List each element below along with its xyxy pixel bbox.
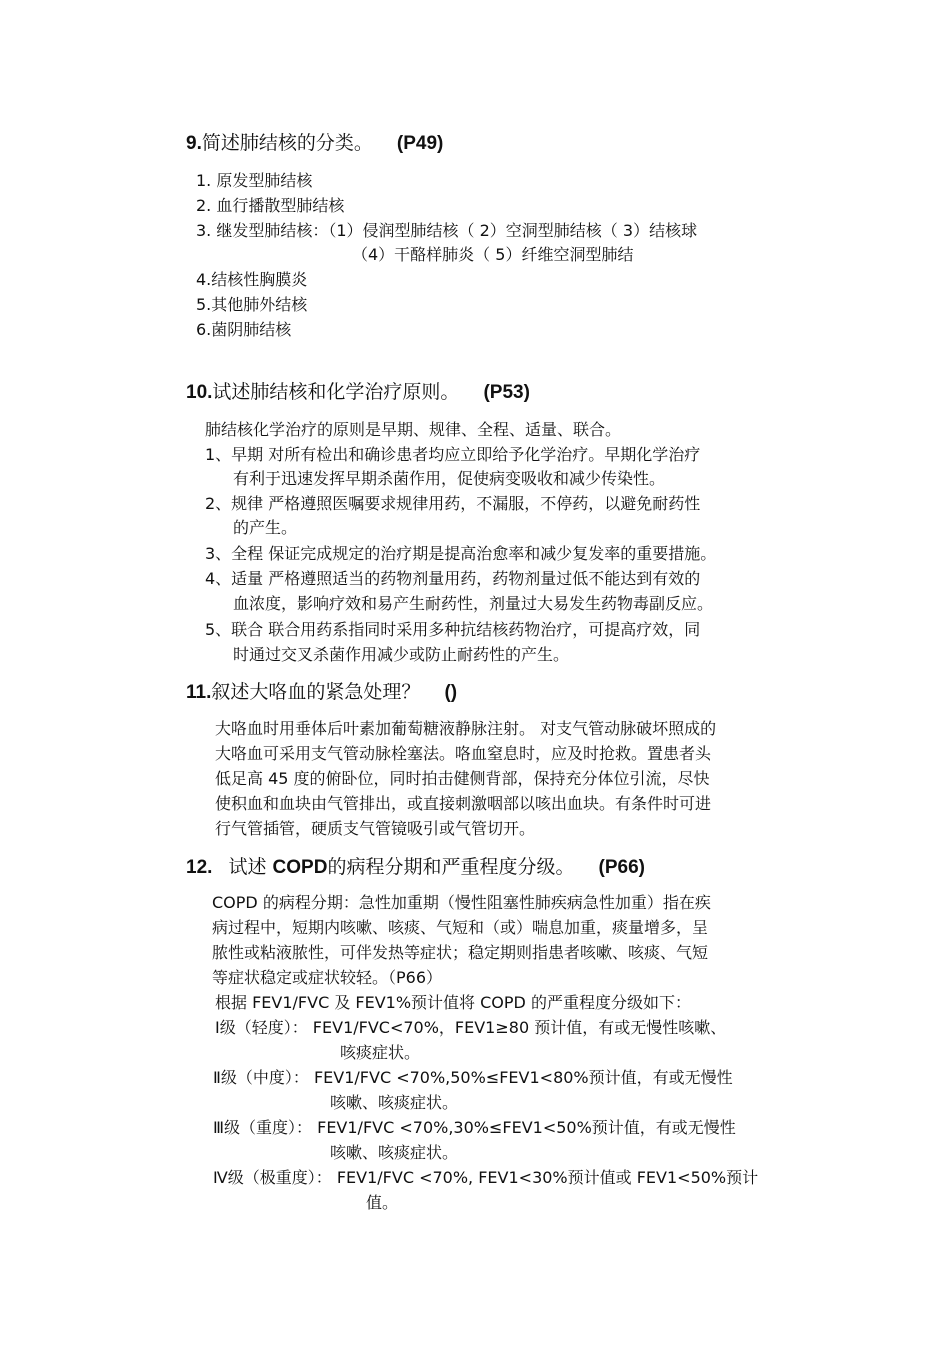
- q12-line: 根据 FEV1/FVC 及 FEV1%预计值将 COPD 的严重程度分级如下：: [215, 993, 691, 1012]
- q10-title: 试述肺结核和化学治疗原则。: [212, 381, 460, 403]
- q10-line: 3、全程 保证完成规定的治疗期是提高治愈率和减少复发率的重要措施。: [205, 544, 717, 563]
- q10-line: 1、早期 对所有检出和确诊患者均应立即给予化学治疗。早期化学治疗: [205, 445, 701, 464]
- q12-grade-4: Ⅳ级（极重度）： FEV1/FVC <70%, FEV1<30%预计值或 FEV1<50%预计: [213, 1168, 759, 1187]
- q12-grade-1-cont: 咳痰症状。: [340, 1043, 421, 1062]
- q10-line: 4、适量 严格遵照适当的药物剂量用药，药物剂量过低不能达到有效的: [205, 569, 701, 588]
- q9-line: 4.结核性胸膜炎: [196, 270, 308, 289]
- q9-title: 简述肺结核的分类。: [201, 132, 373, 154]
- q9-line: （4）干酪样肺炎（ 5）纤维空洞型肺结: [352, 245, 634, 264]
- q10-number: 10.: [186, 382, 213, 403]
- q11-line: 行气管插管，硬质支气管镜吸引或气管切开。: [215, 819, 536, 838]
- q11-line: 大咯血时用垂体后叶素加葡萄糖液静脉注射。 对支气管动脉破坏照成的: [215, 719, 717, 738]
- q9-line: 2. 血行播散型肺结核: [196, 196, 345, 215]
- q12-grade-1: Ⅰ级（轻度）： FEV1/FVC<70%，FEV1≥80 预计值，有或无慢性咳嗽、: [215, 1018, 727, 1037]
- q10-line: 的产生。: [233, 518, 298, 537]
- q12-grade-3-cont: 咳嗽、咳痰症状。: [330, 1143, 459, 1162]
- q9-line: 1. 原发型肺结核: [196, 171, 313, 190]
- q10-line: 血浓度，影响疗效和易产生耐药性，剂量过大易发生药物毒副反应。: [233, 594, 714, 613]
- q12-line: 脓性或粘液脓性，可伴发热等症状；稳定期则指患者咳嗽、咳痰、气短: [212, 943, 709, 962]
- q10-line: 2、规律 严格遵照医嘱要求规律用药，不漏服，不停药，以避免耐药性: [205, 494, 701, 513]
- q12-grade-3: Ⅲ级（重度）： FEV1/FVC <70%,30%≤FEV1<50%预计值，有或无慢性: [213, 1118, 736, 1137]
- q11-line: 使积血和血块由气管排出，或直接刺激咽部以咳出血块。有条件时可进: [215, 794, 712, 813]
- q11-heading: [186, 680, 457, 705]
- q10-line: 5、联合 联合用药系指同时采用多种抗结核药物治疗，可提高疗效，同: [205, 620, 701, 639]
- q12-grade-2: Ⅱ级（中度）： FEV1/FVC <70%,50%≤FEV1<80%预计值，有或无慢性: [213, 1068, 733, 1087]
- q11-number: 11.: [186, 682, 212, 703]
- q12-number: 12.: [186, 857, 213, 878]
- q12-title-pre: 试述: [228, 856, 267, 878]
- q12-heading: [186, 855, 645, 880]
- q12-line: COPD 的病程分期：急性加重期（慢性阻塞性肺疾病急性加重）指在疾: [212, 893, 711, 912]
- q9-page-ref: (P49): [396, 133, 444, 154]
- q11-line: 低足高 45 度的俯卧位，同时拍击健侧背部，保持充分体位引流，尽快: [215, 769, 710, 788]
- q10-line: 有利于迅速发挥早期杀菌作用，促使病变吸收和减少传染性。: [233, 469, 666, 488]
- q9-line: 5.其他肺外结核: [196, 295, 308, 314]
- q12-page-ref: (P66): [598, 857, 645, 878]
- q9-line: 6.菌阴肺结核: [196, 320, 292, 339]
- q10-line: 时通过交叉杀菌作用减少或防止耐药性的产生。: [233, 645, 570, 664]
- q11-page-ref: (): [444, 682, 458, 703]
- q10-heading: [186, 380, 530, 405]
- q12-line: 病过程中，短期内咳嗽、咳痰、气短和（或）喘息加重，痰量增多，呈: [212, 918, 709, 937]
- q9-line: 3. 继发型肺结核：（1）侵润型肺结核（ 2）空洞型肺结核（ 3）结核球: [196, 221, 698, 240]
- q12-title-abbr: COPD: [272, 857, 328, 878]
- q9-heading: [186, 131, 443, 156]
- q12-line: 等症状稳定或症状较轻。（P66）: [212, 968, 443, 987]
- q11-title: 叙述大咯血的紧急处理？: [211, 681, 421, 703]
- q11-line: 大咯血可采用支气管动脉栓塞法。咯血窒息时，应及时抢救。置患者头: [215, 744, 712, 763]
- q9-number: 9.: [186, 133, 202, 154]
- q12-title-post: 的病程分期和严重程度分级。: [327, 856, 575, 878]
- q12-grade-4-cont: 值。: [366, 1193, 399, 1212]
- q12-grade-2-cont: 咳嗽、咳痰症状。: [330, 1093, 459, 1112]
- q10-page-ref: (P53): [483, 382, 530, 403]
- q10-line: 肺结核化学治疗的原则是早期、规律、全程、适量、联合。: [205, 420, 622, 439]
